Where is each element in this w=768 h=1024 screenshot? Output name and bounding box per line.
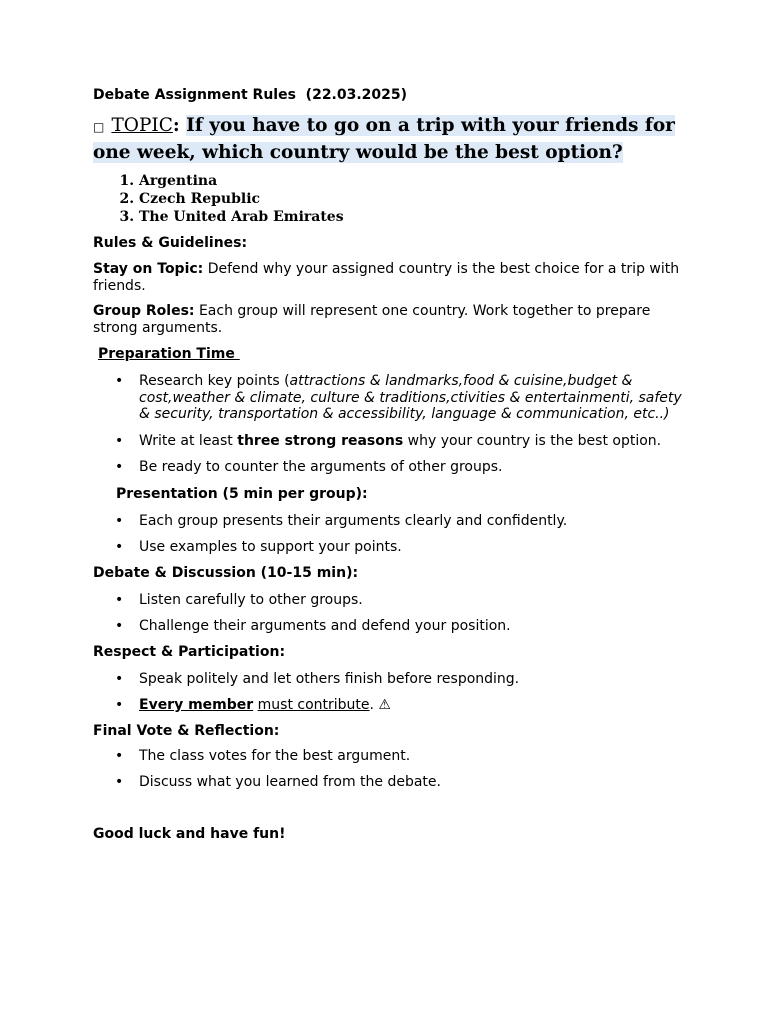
bullet-icon: • — [115, 373, 124, 389]
research-prefix: Research key points ( — [139, 373, 290, 389]
respect-heading: Respect & Participation: — [93, 643, 286, 660]
group-roles-label: Group Roles: — [93, 303, 195, 319]
rules-heading: Rules & Guidelines: — [93, 235, 248, 251]
list-item — [93, 592, 683, 609]
list-item — [93, 513, 683, 530]
final-vote-list — [93, 748, 683, 791]
country-item: 2. Czech Republic — [139, 190, 683, 208]
list-item — [93, 539, 683, 556]
list-item-text: Use examples to support your points. — [139, 539, 402, 555]
list-item — [93, 618, 683, 635]
list-item — [93, 748, 683, 765]
every-member-text: Every member — [139, 697, 254, 713]
list-item — [93, 433, 683, 450]
research-topics: attractions & landmarks,food & cuisine,budget & cost,weather & climate, culture & traditions,ctivities & entertainmenti, safety & security, transportation & accessibility, language & communication, etc..) — [139, 373, 682, 422]
list-item-text: Discuss what you learned from the debate. — [139, 774, 441, 790]
debate-list — [93, 592, 683, 635]
topic-label: TOPIC — [111, 115, 173, 136]
reasons-suffix: why your country is the best option. — [403, 432, 662, 449]
topic-question: If you have to go on a trip with your friends for one week, which country would be the best option? — [93, 115, 675, 163]
document-title: Debate Assignment Rules (22.03.2025) — [93, 87, 408, 103]
bullet-icon: • — [115, 618, 124, 634]
final-vote-heading: Final Vote & Reflection: — [93, 722, 280, 739]
warning-icon: . ⚠ — [369, 697, 391, 713]
preparation-list — [93, 373, 683, 476]
list-item — [93, 459, 683, 476]
list-item-text: The class votes for the best argument. — [139, 747, 411, 764]
bullet-icon: • — [115, 539, 124, 555]
closing-line: Good luck and have fun! — [93, 825, 286, 842]
box-glyph-icon: □ — [93, 120, 105, 134]
stay-on-topic-text: Defend why your assigned country is the best choice for a trip with friends. — [93, 261, 680, 294]
bullet-icon: • — [115, 512, 124, 529]
respect-list — [93, 671, 683, 714]
list-item — [93, 671, 683, 688]
group-roles-paragraph — [93, 303, 683, 336]
stay-on-topic-paragraph — [93, 261, 683, 294]
reasons-prefix: Write at least — [139, 432, 238, 449]
group-roles-text: Each group will represent one country. Work together to prepare strong arguments. — [93, 303, 651, 336]
list-item-text: Each group presents their arguments clearly and confidently. — [139, 512, 568, 529]
country-item: 3. The United Arab Emirates — [139, 208, 683, 226]
bullet-icon: • — [115, 432, 124, 449]
bullet-icon: • — [115, 747, 124, 764]
list-item-text: Challenge their arguments and defend your position. — [139, 618, 511, 634]
country-item: 1. Argentina — [139, 172, 683, 190]
presentation-list — [93, 513, 683, 556]
bullet-icon: • — [115, 774, 124, 790]
list-item — [93, 697, 683, 714]
bullet-icon: • — [115, 697, 124, 713]
bullet-icon: • — [115, 459, 124, 475]
counter-text: Be ready to counter the arguments of other groups. — [139, 459, 503, 475]
debate-heading: Debate & Discussion (10-15 min): — [93, 564, 359, 581]
topic-line — [93, 113, 683, 165]
stay-on-topic-label: Stay on Topic: — [93, 261, 204, 277]
list-item-text: Listen carefully to other groups. — [139, 591, 363, 608]
list-item — [93, 774, 683, 791]
country-list — [93, 172, 683, 226]
list-item — [93, 373, 683, 423]
document-page — [93, 86, 683, 843]
bullet-icon: • — [115, 670, 124, 687]
must-contribute-text: must contribute — [257, 697, 370, 713]
preparation-heading: Preparation Time — [98, 346, 240, 362]
bullet-icon: • — [115, 591, 124, 608]
topic-colon: : — [172, 115, 180, 136]
list-item-text: Speak politely and let others finish before responding. — [139, 670, 520, 687]
reasons-bold: three strong reasons — [237, 432, 404, 449]
presentation-heading: Presentation (5 min per group): — [116, 485, 368, 502]
